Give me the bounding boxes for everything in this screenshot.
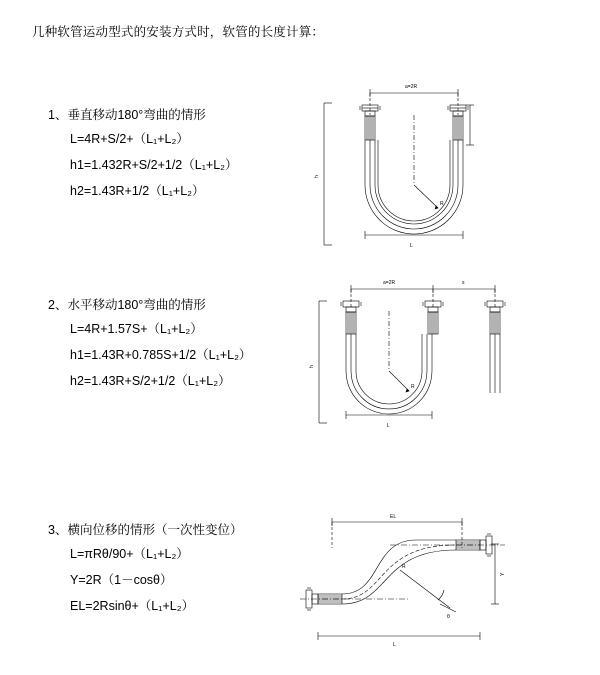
section-3-text: [48, 520, 298, 622]
figure-horizontal-180-bend: [305, 273, 520, 463]
section-3-formula-3: EL=2Rsinθ+（L₁+L₂）: [70, 599, 195, 613]
section-2-formula-2: h1=1.43R+0.785S+1/2（L₁+L₂）: [70, 348, 252, 362]
section-2-text: [48, 295, 298, 397]
section-1-text: [48, 105, 298, 207]
section-3-title: 3、横向位移的情形（一次性变位）: [48, 523, 243, 537]
figure-1-label-radius: R: [440, 201, 444, 207]
section-1-formula-2: h1=1.432R+S/2+1/2（L₁+L₂）: [70, 158, 238, 172]
figure-lateral-offset: [290, 508, 520, 658]
figure-1-label-bottom: L: [410, 243, 413, 249]
figure-3-label-radius: R: [402, 564, 406, 570]
section-3-formula-2: Y=2R（1－cosθ）: [70, 573, 173, 587]
section-1-title: 1、垂直移动180°弯曲的情形: [48, 108, 206, 122]
figure-2-label-vertical: h: [309, 365, 315, 368]
figure-3-label-vertical: Y: [500, 572, 506, 576]
figure-3-label-angle: θ: [447, 614, 450, 620]
page-title: 几种软管运动型式的安装方式时，软管的长度计算：: [32, 25, 325, 39]
figure-1-label-top: a=2R: [405, 84, 418, 90]
figure-3-label-bottom: L: [393, 642, 396, 648]
figure-2-label-top: a=2R: [383, 280, 396, 286]
section-2-title: 2、水平移动180°弯曲的情形: [48, 298, 206, 312]
section-1-formula-1: L=4R+S/2+（L₁+L₂）: [70, 132, 189, 146]
figure-2-label-top2: s: [462, 280, 465, 286]
figure-1-label-vertical: h: [314, 175, 320, 178]
section-2-formula-1: L=4R+1.57S+（L₁+L₂）: [70, 322, 203, 336]
section-1-formula-3: h2=1.43R+1/2（L₁+L₂）: [70, 184, 205, 198]
figure-2-label-bottom: L: [387, 423, 390, 429]
figure-vertical-180-bend: [310, 75, 510, 275]
figure-3-label-top: EL: [390, 514, 397, 520]
figure-2-label-radius: R: [411, 384, 415, 390]
section-3-formula-1: L=πRθ/90+（L₁+L₂）: [70, 547, 189, 561]
section-2-formula-3: h2=1.43R+S/2+1/2（L₁+L₂）: [70, 374, 231, 388]
